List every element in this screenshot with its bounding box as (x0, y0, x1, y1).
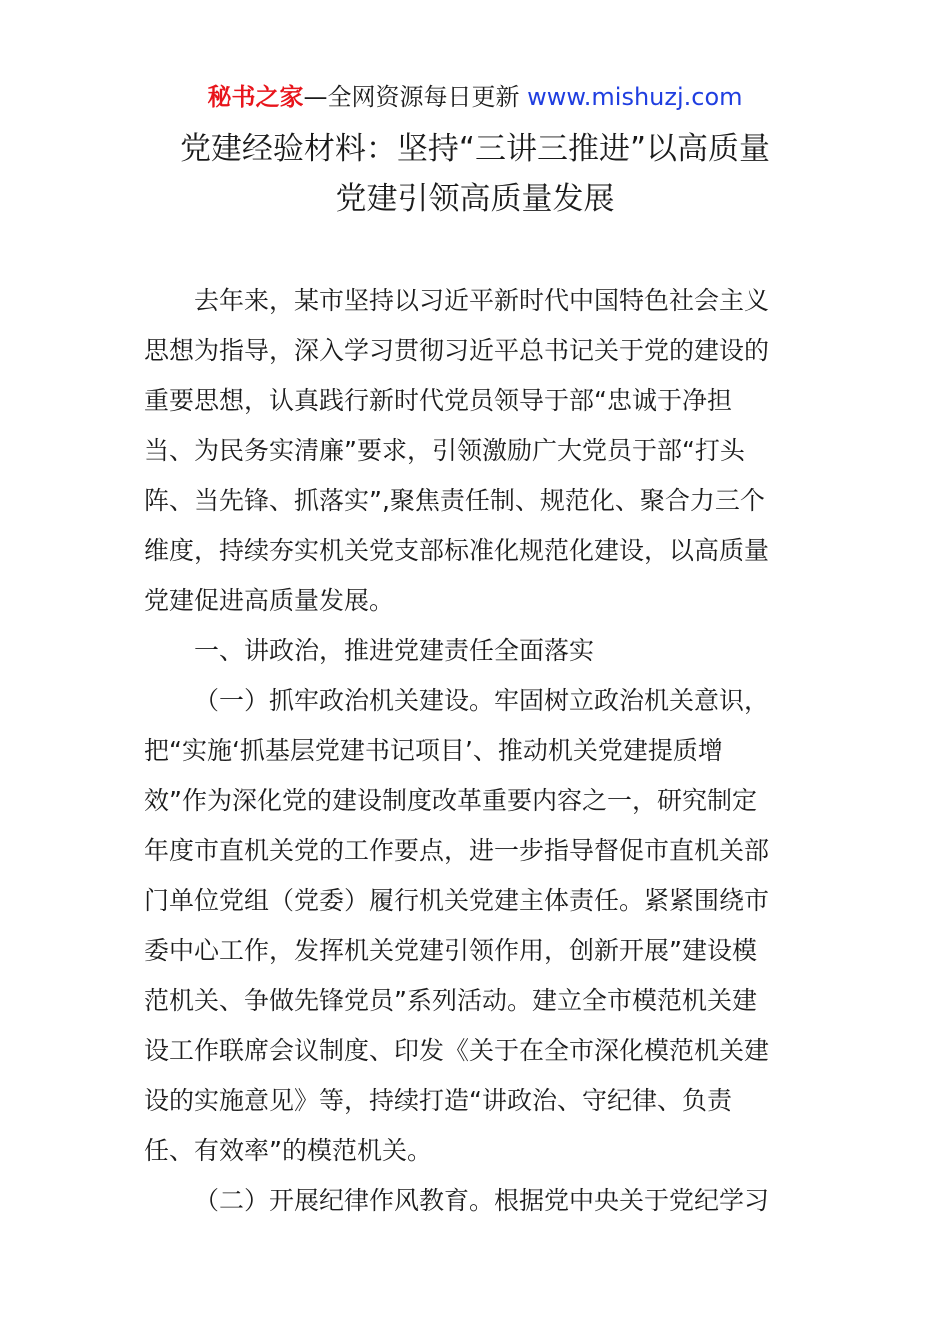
text-line: 把“实施‘抓基层党建书记项目’、推动机关党建提质增 (144, 736, 723, 765)
text-line: （二）开展纪律作风教育。根据党中央关于党纪学习 (194, 1186, 770, 1215)
paragraph-section-1-2 (144, 1176, 809, 1226)
text-line: 一、讲政治，推进党建责任全面落实 (194, 636, 595, 665)
text-line: 思想为指导，深入学习贯彻习近平总书记关于党的建设的 (144, 336, 770, 365)
text-line: 党建促进高质量发展。 (144, 586, 395, 615)
text-line: （一）抓牢政治机关建设。牢固树立政治机关意识， (194, 686, 770, 715)
paragraph-intro (144, 276, 809, 626)
text-line: 设工作联席会议制度、印发《关于在全市深化模范机关建 (144, 1036, 770, 1065)
text-line: 去年来，某市坚持以习近平新时代中国特色社会主义 (194, 286, 770, 315)
text-line: 设的实施意见》等，持续打造“讲政治、守纪律、负责 (144, 1086, 732, 1115)
site-header (0, 80, 950, 114)
section-heading-1 (144, 626, 809, 676)
site-url-link[interactable]: www.mishuzj.com (527, 83, 743, 111)
document-body (144, 276, 809, 1226)
text-line: 当、为民务实清廉”要求，引领激励广大党员于部“打头 (144, 436, 745, 465)
document-title (0, 124, 950, 224)
text-line: 效”作为深化党的建设制度改革重要内容之一，研究制定 (144, 786, 757, 815)
title-line-2: 党建引领高质量发展 (335, 181, 615, 217)
text-line: 维度，持续夯实机关党支部标准化规范化建设，以高质量 (144, 536, 770, 565)
text-line: 任、有效率”的模范机关。 (144, 1136, 432, 1165)
paragraph-section-1-1 (144, 676, 809, 1176)
text-line: 阵、当先锋、抓落实”,聚焦责任制、规范化、聚合力三个 (144, 486, 765, 515)
site-slogan: —全网资源每日更新 (303, 83, 528, 111)
text-line: 门单位党组（党委）履行机关党建主体责任。紧紧围绕市 (144, 886, 770, 915)
site-brand: 秘书之家 (207, 83, 304, 111)
text-line: 范机关、争做先锋党员”系列活动。建立全市模范机关建 (144, 986, 757, 1015)
title-line-1: 党建经验材料：坚持“三讲三推进”以高质量 (179, 131, 771, 167)
text-line: 重要思想，认真践行新时代党员领导于部“忠诚于净担 (144, 386, 732, 415)
text-line: 委中心工作，发挥机关党建引领作用，创新开展”建设模 (144, 936, 757, 965)
text-line: 年度市直机关党的工作要点，进一步指导督促市直机关部 (144, 836, 770, 865)
